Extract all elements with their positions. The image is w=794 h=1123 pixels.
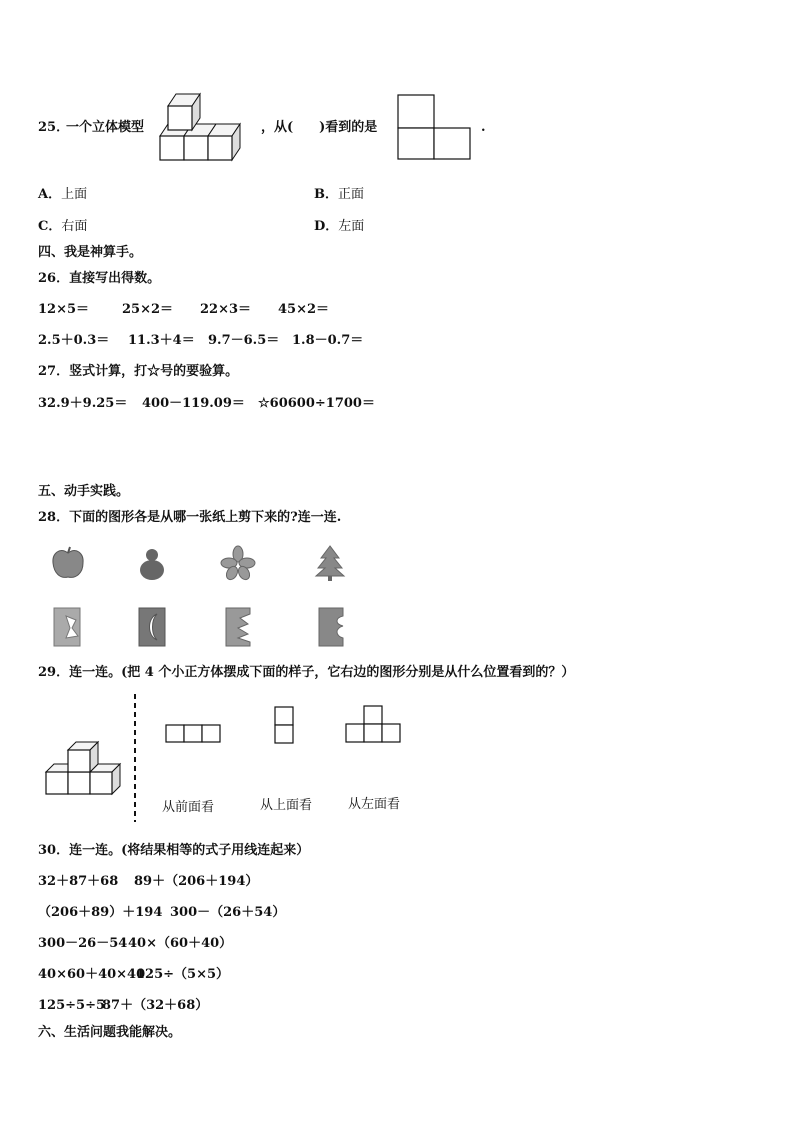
q25-suffix: . — [481, 120, 486, 135]
view-three-in-row[interactable] — [165, 724, 223, 744]
option-text: 左面 — [338, 219, 365, 234]
q25-option-b[interactable] — [314, 187, 364, 203]
q27-title: 27．竖式计算，打☆号的要验算。 — [38, 364, 239, 379]
view-two-stacked[interactable] — [274, 706, 296, 744]
section6-title: 六、生活问题我能解决。 — [38, 1025, 182, 1040]
q30-left-expr[interactable]: 32＋87＋68 — [38, 874, 119, 889]
q26-expr: 2.5＋0.3＝ — [38, 333, 110, 348]
q30-right-expr[interactable]: 89＋（206＋194） — [134, 874, 259, 889]
section5-title: 五、动手实践。 — [38, 484, 130, 499]
option-key: C． — [38, 219, 62, 234]
q25-view-figure — [397, 94, 473, 162]
flower-shape[interactable] — [220, 545, 256, 581]
q27-item: ☆60600÷1700＝ — [258, 396, 375, 411]
q26-expr: 9.7－6.5＝ — [208, 333, 280, 348]
paper-cut-moon[interactable] — [137, 606, 167, 648]
q25-number: 25． — [38, 120, 70, 135]
label-front-view[interactable]: 从前面看 — [162, 800, 215, 815]
q26-expr: 22×3＝ — [200, 302, 252, 317]
q30-left-expr[interactable]: 300－26－54 — [38, 936, 128, 951]
q29-cube-model — [44, 742, 128, 804]
q30-right-expr[interactable]: 87＋（32＋68） — [102, 998, 209, 1013]
q30-left-expr[interactable]: 40×60＋40×40 — [38, 967, 146, 982]
q30-title: 30．连一连。(将结果相等的式子用线连起来） — [38, 843, 310, 858]
q26-expr: 45×2＝ — [278, 302, 330, 317]
q29-title: 29．连一连。(把 4 个小正方体摆成下面的样子，它右边的图形分别是从什么位置看到的？） — [38, 665, 575, 680]
paper-cut-wave[interactable] — [317, 606, 347, 648]
q25-option-d[interactable] — [314, 219, 364, 235]
q27-item: 400－119.09＝ — [142, 396, 245, 411]
q25-option-a[interactable] — [38, 187, 87, 203]
q25-middle: ，从( )看到的是 — [261, 120, 378, 135]
q30-left-expr[interactable]: （206＋89）＋194 — [38, 905, 163, 920]
paper-cut-leaf[interactable] — [52, 606, 82, 648]
q26-expr: 25×2＝ — [122, 302, 174, 317]
q30-right-expr[interactable]: 300－（26＋54） — [170, 905, 286, 920]
view-t-shape[interactable] — [345, 705, 403, 745]
option-text: 上面 — [61, 187, 88, 202]
q26-title: 26．直接写出得数。 — [38, 271, 161, 286]
paper-cut-zigzag[interactable] — [224, 606, 254, 648]
q27-item: 32.9＋9.25＝ — [38, 396, 128, 411]
apple-shape[interactable] — [50, 545, 86, 581]
q25-option-c[interactable] — [38, 219, 87, 235]
q26-expr: 1.8－0.7＝ — [292, 333, 364, 348]
option-key: B． — [314, 187, 338, 202]
section4-title: 四、我是神算手。 — [38, 245, 143, 260]
option-key: A． — [38, 187, 62, 202]
option-text: 右面 — [61, 219, 88, 234]
q25-prefix: 一个立体模型 — [66, 120, 145, 135]
label-top-view[interactable]: 从上面看 — [260, 798, 313, 813]
q30-left-expr[interactable]: 125÷5÷5 — [38, 998, 106, 1013]
tree-shape[interactable] — [313, 544, 347, 582]
q30-right-expr[interactable]: 40×（60＋40） — [128, 936, 233, 951]
option-text: 正面 — [338, 187, 365, 202]
q25-3d-model — [158, 96, 248, 166]
gourd-shape[interactable] — [135, 545, 169, 581]
q26-expr: 11.3＋4＝ — [128, 333, 195, 348]
q26-expr: 12×5＝ — [38, 302, 90, 317]
q30-right-expr[interactable]: 125÷（5×5） — [136, 967, 230, 982]
q29-divider-dashed — [133, 694, 137, 822]
q28-title: 28．下面的图形各是从哪一张纸上剪下来的?连一连. — [38, 510, 342, 525]
option-key: D． — [314, 219, 339, 234]
label-left-view[interactable]: 从左面看 — [348, 797, 401, 812]
